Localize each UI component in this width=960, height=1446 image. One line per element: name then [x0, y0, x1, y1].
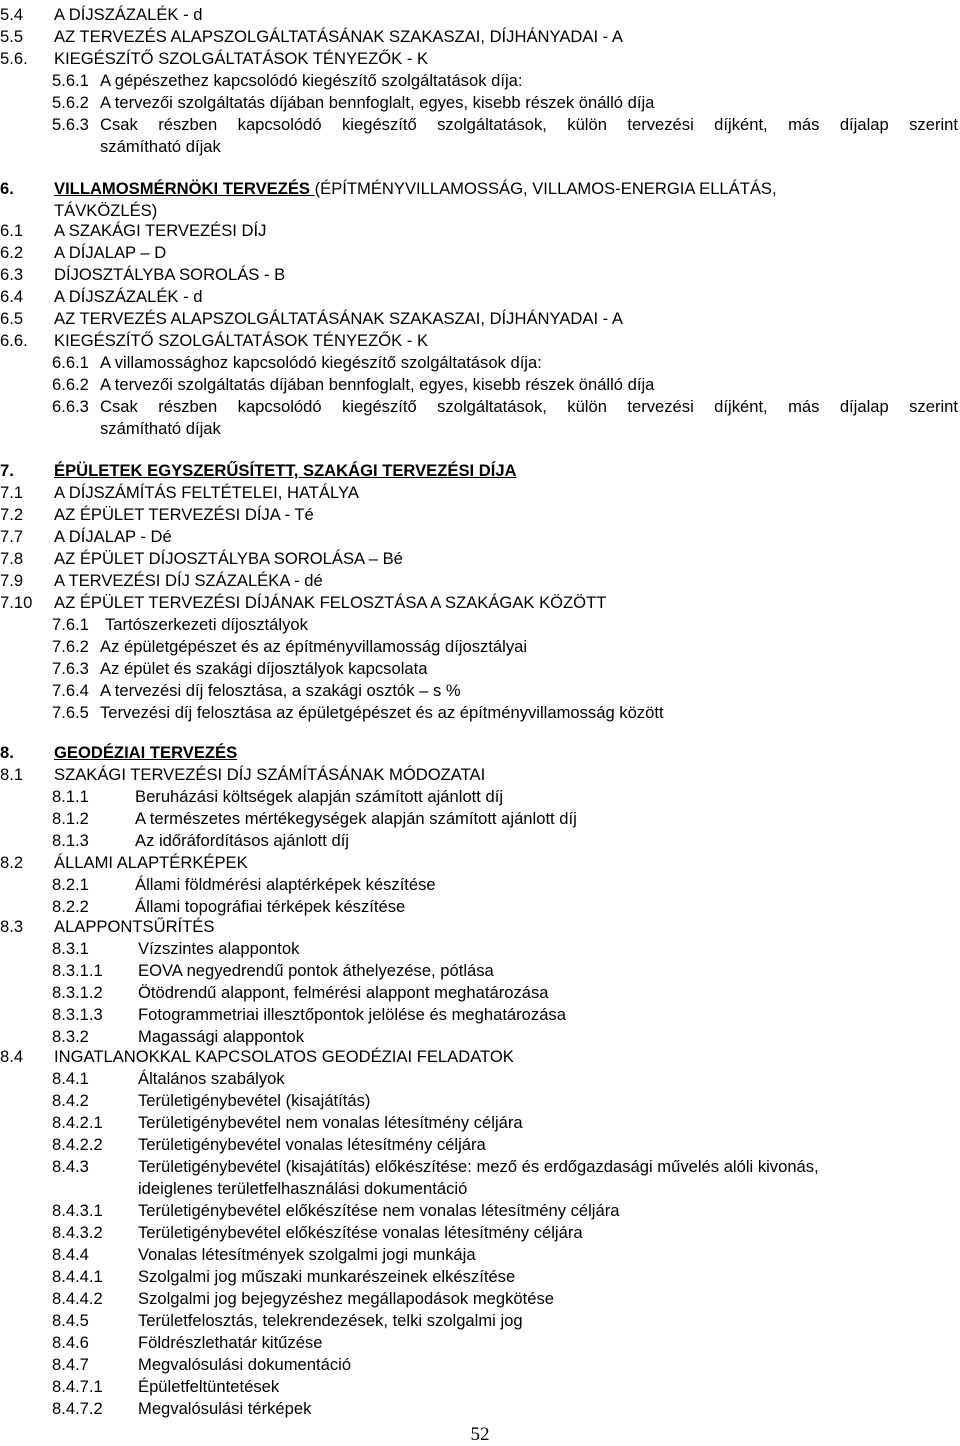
entry-title: Állami földmérési alaptérképek készítése — [135, 875, 436, 894]
page-number: 52 — [470, 1424, 490, 1445]
entry-title: Csak részben kapcsolódó kiegészítő szolgáltatások, külön tervezési díjként, más díjalap szerint — [100, 397, 958, 416]
toc-entry-6-1 — [0, 220, 958, 242]
entry-number: 5.4 — [0, 5, 24, 24]
entry-number: 8. — [0, 743, 14, 762]
entry-title: Területigénybevétel előkészítése nem vonalas létesítmény céljára — [138, 1201, 620, 1220]
entry-title: Területigénybevétel nem vonalas létesítmény céljára — [138, 1113, 523, 1132]
entry-number: 5.6. — [0, 49, 28, 68]
entry-title: ÁLLAMI ALAPTÉRKÉPEK — [54, 853, 248, 872]
entry-title: Vonalas létesítmények szolgalmi jogi munkája — [138, 1245, 476, 1264]
entry-title: A DÍJSZÁMÍTÁS FELTÉTELEI, HATÁLYA — [54, 483, 359, 502]
entry-number: 7.9 — [0, 571, 24, 590]
entry-number: 8.4.5 — [52, 1311, 89, 1330]
toc-entry-8-3-1-1 — [0, 960, 958, 982]
toc-entry-8-1-1 — [0, 786, 958, 808]
entry-title: Területigénybevétel előkészítése vonalas létesítmény céljára — [138, 1223, 583, 1242]
toc-entry-7-7 — [0, 526, 958, 548]
entry-title: számítható díjak — [100, 419, 221, 438]
toc-entry-7-6-4 — [0, 680, 958, 702]
entry-title: KIEGÉSZÍTŐ SZOLGÁLTATÁSOK TÉNYEZŐK - K — [54, 331, 429, 350]
entry-number: 7.7 — [0, 527, 24, 546]
toc-entry-8-4-3 — [0, 1156, 958, 1178]
entry-title: EOVA negyedrendű pontok áthelyezése, pótlása — [138, 961, 494, 980]
toc-entry-8-4-4-2 — [0, 1288, 958, 1310]
toc-entry-continuation — [0, 418, 958, 440]
entry-number: 6.3 — [0, 265, 24, 284]
entry-title: Állami topográfiai térképek készítése — [135, 897, 406, 916]
entry-number: 8.4.6 — [52, 1333, 89, 1352]
toc-entry-8-2-2 — [0, 896, 958, 918]
entry-number: 8.3.1.2 — [52, 983, 103, 1002]
entry-number: 5.6.3 — [52, 115, 89, 134]
entry-number: 8.4.2.2 — [52, 1135, 103, 1154]
entry-title-rest: (ÉPÍTMÉNYVILLAMOSSÁG, VILLAMOS-ENERGIA ELLÁTÁS, — [314, 179, 777, 198]
toc-entry-8-4-2-2 — [0, 1134, 958, 1156]
entry-number: 7.6.2 — [52, 637, 89, 656]
entry-title: Az időráfordításos ajánlott díj — [135, 831, 349, 850]
entry-title: Csak részben kapcsolódó kiegészítő szolgáltatások, külön tervezési díjként, más díjalap szerint — [100, 115, 958, 134]
toc-entry-5-4 — [0, 4, 958, 26]
toc-entry-6-4 — [0, 286, 958, 308]
entry-title: A DÍJALAP - Dé — [54, 527, 172, 546]
entry-number: 8.1.3 — [52, 831, 89, 850]
entry-number: 8.1.2 — [52, 809, 89, 828]
toc-entry-8-4-4 — [0, 1244, 958, 1266]
entry-title: DÍJOSZTÁLYBA SOROLÁS - B — [54, 265, 286, 284]
entry-number: 7.8 — [0, 549, 24, 568]
toc-entry-6-3 — [0, 264, 958, 286]
toc-entry-8-4-1 — [0, 1068, 958, 1090]
entry-title: ÉPÜLETEK EGYSZERŰSÍTETT, SZAKÁGI TERVEZÉSI DÍJA — [54, 461, 517, 480]
toc-entry-8-3-1-2 — [0, 982, 958, 1004]
entry-title: TÁVKÖZLÉS) — [54, 201, 158, 220]
entry-title: AZ ÉPÜLET DÍJOSZTÁLYBA SOROLÁSA – Bé — [54, 549, 403, 568]
toc-entry-8-4-7-2 — [0, 1398, 958, 1420]
entry-number: 8.4.3.1 — [52, 1201, 103, 1220]
entry-title: Területfelosztás, telekrendezések, telki szolgalmi jog — [138, 1311, 523, 1330]
toc-entry-8-3-1 — [0, 938, 958, 960]
toc-entry-8-2 — [0, 852, 958, 874]
toc-entry-8-4-2-1 — [0, 1112, 958, 1134]
entry-number: 8.4.2 — [52, 1091, 89, 1110]
entry-title: Az épületgépészet és az építményvillamosság díjosztályai — [100, 637, 528, 656]
entry-number: 8.4.3.2 — [52, 1223, 103, 1242]
toc-entry-8-1-2 — [0, 808, 958, 830]
toc-entry-8-4 — [0, 1046, 958, 1068]
toc-entry-8-3 — [0, 916, 958, 938]
toc-entry-8 — [0, 742, 958, 764]
toc-entry-7-9 — [0, 570, 958, 592]
entry-title: A TERVEZÉSI DÍJ SZÁZALÉKA - dé — [54, 571, 323, 590]
toc-entry-7-6-1 — [0, 614, 958, 636]
entry-number: 8.4.7 — [52, 1355, 89, 1374]
entry-title: GEODÉZIAI TERVEZÉS — [54, 743, 238, 762]
entry-title: A SZAKÁGI TERVEZÉSI DÍJ — [54, 221, 267, 240]
entry-title: Épületfeltüntetések — [138, 1377, 280, 1396]
entry-title: A tervezői szolgáltatás díjában bennfoglalt, egyes, kisebb részek önálló díja — [100, 375, 655, 394]
entry-number: 6. — [0, 179, 14, 198]
entry-title: AZ ÉPÜLET TERVEZÉSI DÍJA - Té — [54, 505, 314, 524]
entry-title: AZ TERVEZÉS ALAPSZOLGÁLTATÁSÁNAK SZAKASZAI, DÍJHÁNYADAI - A — [54, 309, 623, 328]
toc-entry-5-6-1 — [0, 70, 958, 92]
entry-number: 8.4.7.2 — [52, 1399, 103, 1418]
entry-title: Az épület és szakági díjosztályok kapcsolata — [100, 659, 428, 678]
toc-entry-8-4-3-1 — [0, 1200, 958, 1222]
entry-number: 5.6.1 — [52, 71, 89, 90]
toc-entry-8-4-7-1 — [0, 1376, 958, 1398]
entry-title: Általános szabályok — [138, 1069, 285, 1088]
entry-number: 8.3.1.1 — [52, 961, 103, 980]
entry-number: 8.2.1 — [52, 875, 89, 894]
entry-number: 8.2.2 — [52, 897, 89, 916]
toc-entry-continuation — [0, 1178, 958, 1200]
entry-title: számítható díjak — [100, 137, 221, 156]
entry-title: Ötödrendű alappont, felmérési alappont meghatározása — [138, 983, 549, 1002]
toc-entry-7-6-5 — [0, 702, 958, 724]
entry-number: 7.6.4 — [52, 681, 89, 700]
toc-entry-6 — [0, 178, 958, 200]
toc-entry-7-10 — [0, 592, 958, 614]
entry-number: 6.6.3 — [52, 397, 89, 416]
entry-number: 7.6.3 — [52, 659, 89, 678]
toc-entry-5-6 — [0, 48, 958, 70]
entry-number: 6.5 — [0, 309, 24, 328]
toc-entry-5-6-2 — [0, 92, 958, 114]
toc-entry-continuation — [0, 200, 958, 222]
entry-number: 5.5 — [0, 27, 24, 46]
entry-title: Vízszintes alappontok — [138, 939, 300, 958]
toc-entry-7-6-2 — [0, 636, 958, 658]
entry-title: A villamossághoz kapcsolódó kiegészítő szolgáltatások díja: — [100, 353, 542, 372]
toc-entry-6-6 — [0, 330, 958, 352]
entry-number: 8.4.7.1 — [52, 1377, 103, 1396]
entry-title: A DÍJALAP – D — [54, 243, 167, 262]
entry-title: Földrészlethatár kitűzése — [138, 1333, 323, 1352]
toc-entry-8-1 — [0, 764, 958, 786]
toc-entry-8-4-2 — [0, 1090, 958, 1112]
entry-number: 8.1.1 — [52, 787, 89, 806]
toc-entry-7-8 — [0, 548, 958, 570]
entry-title: A tervezési díj felosztása, a szakági osztók – s % — [100, 681, 461, 700]
toc-entry-8-4-6 — [0, 1332, 958, 1354]
entry-title: INGATLANOKKAL KAPCSOLATOS GEODÉZIAI FELADATOK — [54, 1047, 514, 1066]
entry-title: Megvalósulási dokumentáció — [138, 1355, 352, 1374]
toc-entry-6-5 — [0, 308, 958, 330]
entry-title: AZ ÉPÜLET TERVEZÉSI DÍJÁNAK FELOSZTÁSA A SZAKÁGAK KÖZÖTT — [54, 593, 607, 612]
entry-title: ideiglenes területfelhasználási dokumentáció — [138, 1179, 468, 1198]
toc-entry-8-4-3-2 — [0, 1222, 958, 1244]
entry-title: A gépészethez kapcsolódó kiegészítő szolgáltatások díja: — [100, 71, 523, 90]
entry-title: SZAKÁGI TERVEZÉSI DÍJ SZÁMÍTÁSÁNAK MÓDOZATAI — [54, 765, 486, 784]
entry-number: 8.4.4.1 — [52, 1267, 103, 1286]
toc-entry-continuation — [0, 136, 958, 158]
entry-number: 6.2 — [0, 243, 24, 262]
entry-number: 7. — [0, 461, 14, 480]
entry-title: Megvalósulási térképek — [138, 1399, 312, 1418]
entry-title: AZ TERVEZÉS ALAPSZOLGÁLTATÁSÁNAK SZAKASZAI, DÍJHÁNYADAI - A — [54, 27, 623, 46]
entry-number: 5.6.2 — [52, 93, 89, 112]
toc-entry-8-3-2 — [0, 1026, 958, 1048]
entry-title — [54, 178, 777, 200]
toc-entry-6-6-3 — [0, 396, 958, 418]
entry-title: Magassági alappontok — [138, 1027, 305, 1046]
entry-number: 8.2 — [0, 853, 24, 872]
entry-number: 6.6.2 — [52, 375, 89, 394]
entry-number: 8.4.3 — [52, 1157, 89, 1176]
entry-number: 7.1 — [0, 483, 24, 502]
toc-entry-7-1 — [0, 482, 958, 504]
toc-entry-6-6-1 — [0, 352, 958, 374]
entry-title: Területigénybevétel (kisajátítás) előkészítése: mező és erdőgazdasági művelés alóli kivonás, — [138, 1157, 819, 1176]
toc-entry-7 — [0, 460, 958, 482]
toc-entry-8-3-1-3 — [0, 1004, 958, 1026]
entry-number: 8.4.2.1 — [52, 1113, 103, 1132]
toc-entry-8-1-3 — [0, 830, 958, 852]
toc-entry-7-6-3 — [0, 658, 958, 680]
toc-entry-6-6-2 — [0, 374, 958, 396]
entry-number: 8.3.2 — [52, 1027, 89, 1046]
entry-title: A természetes mértékegységek alapján számított ajánlott díj — [135, 809, 577, 828]
entry-number: 7.10 — [0, 593, 33, 612]
entry-number: 8.4.4 — [52, 1245, 89, 1264]
toc-entry-7-2 — [0, 504, 958, 526]
entry-title: Szolgalmi jog bejegyzéshez megállapodások megkötése — [138, 1289, 555, 1308]
entry-number: 7.6.1 — [52, 615, 89, 634]
entry-number: 8.3 — [0, 917, 24, 936]
entry-title: Tartószerkezeti díjosztályok — [105, 615, 308, 634]
toc-entry-6-2 — [0, 242, 958, 264]
toc-entry-5-6-3 — [0, 114, 958, 136]
toc-entry-5-5 — [0, 26, 958, 48]
entry-number: 8.4.4.2 — [52, 1289, 103, 1308]
entry-title: A DÍJSZÁZALÉK - d — [54, 5, 203, 24]
entry-title: ALAPPONTSŰRÍTÉS — [54, 917, 215, 936]
entry-title: Beruházási költségek alapján számított ajánlott díj — [135, 787, 504, 806]
entry-number: 6.6.1 — [52, 353, 89, 372]
entry-title: Tervezési díj felosztása az épületgépészet és az építményvillamosság között — [100, 703, 664, 722]
entry-title: Területigénybevétel (kisajátítás) — [138, 1091, 371, 1110]
entry-number: 6.4 — [0, 287, 24, 306]
entry-title: Szolgalmi jog műszaki munkarészeinek elkészítése — [138, 1267, 516, 1286]
entry-title: A DÍJSZÁZALÉK - d — [54, 287, 203, 306]
entry-number: 6.1 — [0, 221, 24, 240]
entry-title: Területigénybevétel vonalas létesítmény céljára — [138, 1135, 486, 1154]
entry-number: 7.2 — [0, 505, 24, 524]
entry-number: 8.4 — [0, 1047, 24, 1066]
entry-title: KIEGÉSZÍTŐ SZOLGÁLTATÁSOK TÉNYEZŐK - K — [54, 49, 429, 68]
entry-number: 8.3.1.3 — [52, 1005, 103, 1024]
entry-title-underlined: VILLAMOSMÉRNÖKI TERVEZÉS — [54, 179, 315, 198]
toc-entry-8-4-5 — [0, 1310, 958, 1332]
toc-entry-8-4-4-1 — [0, 1266, 958, 1288]
entry-number: 8.3.1 — [52, 939, 89, 958]
entry-number: 8.1 — [0, 765, 24, 784]
entry-title: A tervezői szolgáltatás díjában bennfoglalt, egyes, kisebb részek önálló díja — [100, 93, 655, 112]
entry-number: 7.6.5 — [52, 703, 89, 722]
entry-number: 8.4.1 — [52, 1069, 89, 1088]
entry-number: 6.6. — [0, 331, 28, 350]
entry-title: Fotogrammetriai illesztőpontok jelölése és meghatározása — [138, 1005, 566, 1024]
toc-entry-8-4-7 — [0, 1354, 958, 1376]
toc-entry-8-2-1 — [0, 874, 958, 896]
